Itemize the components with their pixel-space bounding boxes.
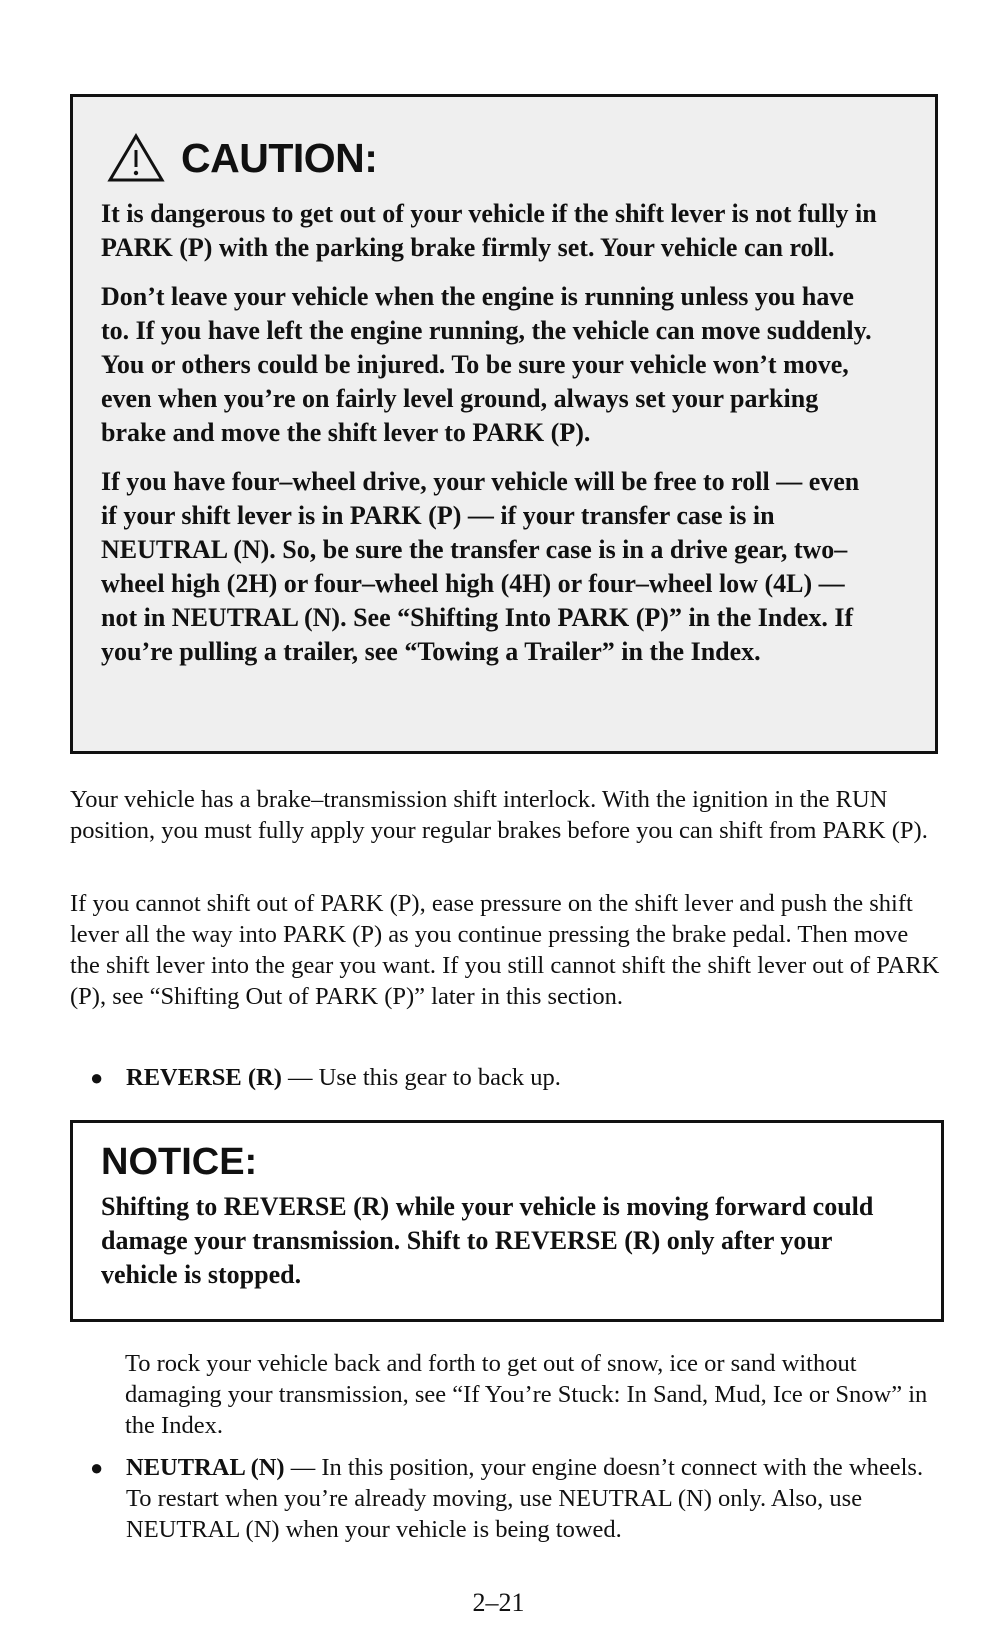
interlock-paragraph: Your vehicle has a brake–transmission shift interlock. With the ignition in the RUN position, you must fully apply your regular brakes before you can shift from PARK (P). <box>70 786 928 844</box>
caution-box <box>70 94 938 754</box>
caution-paragraph: It is dangerous to get out of your vehicle if the shift lever is not fully in PARK (P) with the parking brake firmly set. Your vehicle can roll. <box>101 199 877 262</box>
bullet-icon: ● <box>90 1455 104 1480</box>
notice-title: NOTICE: <box>101 1141 258 1183</box>
page-number: 2–21 <box>472 1588 525 1617</box>
bullet-text <box>126 1452 940 1545</box>
rock-vehicle-paragraph: To rock your vehicle back and forth to get out of snow, ice or sand without damaging your transmission, see “If You’re Stuck: In Sand, Mud, Ice or Snow” in the Index. <box>125 1350 928 1439</box>
reverse-bullet <box>90 1062 940 1093</box>
reverse-label: REVERSE (R) <box>126 1064 282 1091</box>
caution-paragraph: If you have four–wheel drive, your vehicle will be free to roll — even if your shift lever is in PARK (P) — if your transfer case is in NEUTRAL (N). So, be sure the transfer case is in a drive gear, two–wheel high (2H) or four–wheel high (4H) or four–wheel low (4L) — not in NEUTRAL (N). See “Shifting Into PARK (P)” in the Index. If you’re pulling a trailer, see “Towing a Trailer” in the Index. <box>101 467 860 666</box>
neutral-description: — In this position, your engine doesn’t connect with the wheels. To restart when you’re already moving, use NEUTRAL (N) only. Also, use NEUTRAL (N) when your vehicle is being towed. <box>126 1454 924 1543</box>
warning-triangle-icon <box>107 133 165 183</box>
reverse-description: — Use this gear to back up. <box>281 1064 561 1091</box>
notice-box <box>70 1120 944 1322</box>
neutral-label: NEUTRAL (N) <box>126 1454 285 1481</box>
notice-text: Shifting to REVERSE (R) while your vehicle is moving forward could damage your transmission. Shift to REVERSE (R) only after your vehicle is stopped. <box>101 1192 874 1289</box>
bullet-text <box>126 1062 561 1093</box>
caution-title: CAUTION: <box>181 134 378 181</box>
bullet-icon: ● <box>90 1065 104 1090</box>
neutral-bullet <box>90 1452 940 1545</box>
caution-header <box>101 133 880 183</box>
shift-out-paragraph: If you cannot shift out of PARK (P), ease pressure on the shift lever and push the shift lever all the way into PARK (P) as you continue pressing the brake pedal. Then move the shift lever into the gear you want. If you still cannot shift the shift lever out of PARK (P), see “Shifting Out of PARK (P)” later in this section. <box>70 890 940 1010</box>
caution-paragraph: Don’t leave your vehicle when the engine is running unless you have to. If you have left the engine running, the vehicle can move suddenly. You or others could be injured. To be sure your vehicle won’t move, even when you’re on fairly level ground, always set your parking brake and move the shift lever to PARK (P). <box>101 282 872 447</box>
